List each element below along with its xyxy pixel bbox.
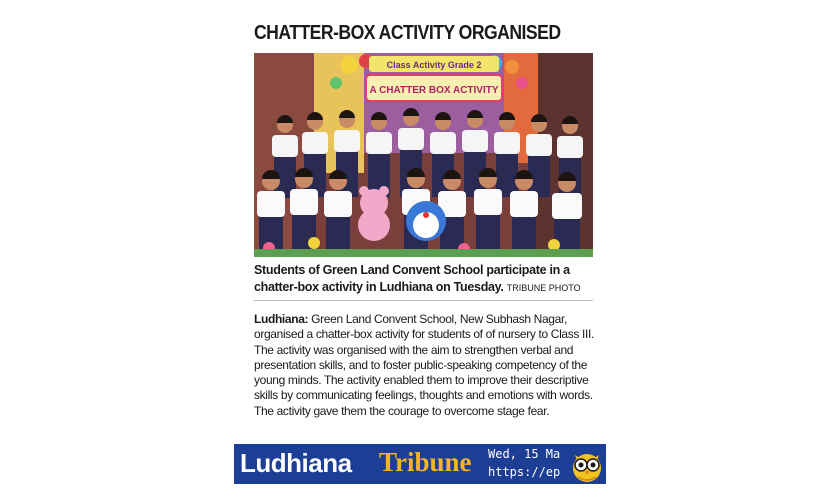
masthead-info	[488, 445, 576, 481]
news-photo-illustration	[254, 53, 593, 257]
divider	[254, 300, 593, 301]
masthead-city: Ludhiana	[240, 448, 352, 478]
newspaper-clipping	[234, 0, 606, 500]
article-body	[254, 312, 596, 419]
headline: CHATTER-BOX ACTIVITY ORGANISED	[254, 22, 561, 44]
masthead-url: https://ep	[488, 465, 561, 479]
masthead	[234, 444, 606, 484]
photo-caption	[254, 262, 599, 296]
caption-text: Students of Green Land Convent School participate in a chatter-box activity in Ludhiana on Tuesday.	[254, 263, 570, 294]
masthead-paper-name: Tribune	[379, 447, 472, 477]
photo-credit: TRIBUNE PHOTO	[506, 282, 581, 293]
news-photo	[254, 53, 593, 257]
dateline: Ludhiana:	[254, 312, 309, 326]
article-text: Green Land Convent School, New Subhash Nagar, organised a chatter-box activity for students of of nursery to Class III. The activity was organised with the aim to strengthen verbal and presentation skills, and to foster public-speaking competency of the young minds. The activity enabled them to improve their descriptive skills by communicating feelings, thoughts and emotions with words. The activity gave them the courage to overcome stage fear.	[254, 312, 594, 418]
owl-icon	[570, 447, 604, 483]
banner-line1: Class Activity Grade 2	[386, 60, 482, 70]
banner-line2: A CHATTER BOX ACTIVITY	[369, 85, 499, 96]
masthead-date: Wed, 15 Ma	[488, 447, 561, 461]
